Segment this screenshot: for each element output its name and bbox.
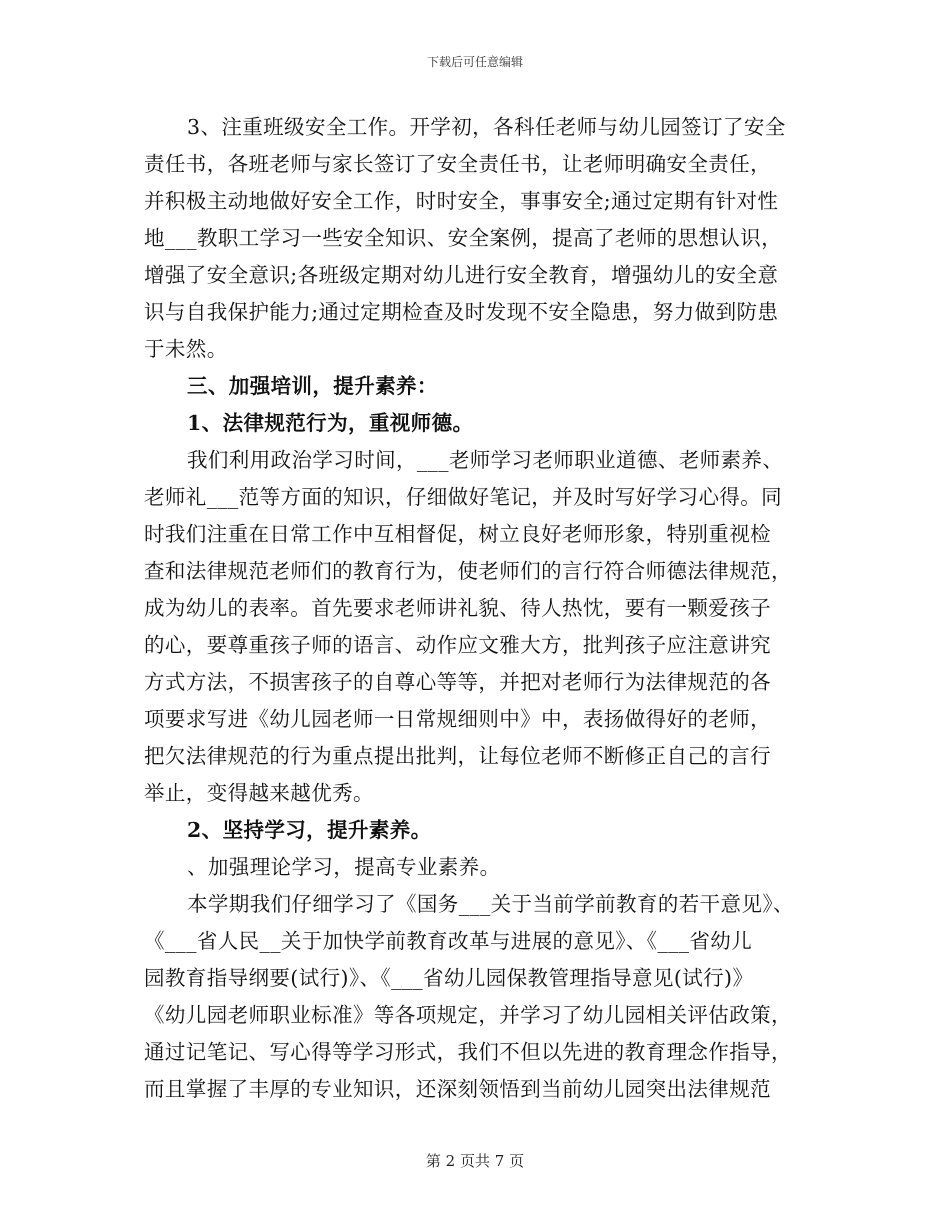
- text-line: 的心，要尊重孩子师的语言、动作应文雅大方，批判孩子应注意讲究: [144, 633, 771, 657]
- text-line: 成为幼儿的表率。首先要求老师讲礼貌、待人热忱，要有一颗爱孩子: [144, 596, 771, 620]
- text-line: 查和法律规范老师们的教育行为，使老师们的言行符合师德法律规范，: [144, 559, 792, 583]
- text-line: 而且掌握了丰厚的专业知识，还深刻领悟到当前幼儿园突出法律规范: [144, 1077, 771, 1101]
- section-heading: 三、加强培训，提升素养：: [187, 374, 438, 398]
- document-body: [144, 109, 816, 1108]
- text-line: 3、注重班级安全工作。开学初，各科任老师与幼儿园签订了安全: [187, 115, 786, 139]
- text-line: 并积极主动地做好安全工作，时时安全，事事安全;通过定期有针对性: [144, 189, 779, 213]
- text-line: 方式方法，不损害孩子的自尊心等等，并把对老师行为法律规范的各: [144, 670, 771, 694]
- text-line: 地___教职工学习一些安全知识、安全案例，提高了老师的思想认识，: [144, 226, 783, 250]
- text-line: 识与自我保护能力;通过定期检查及时发现不安全隐患，努力做到防患: [144, 300, 779, 324]
- text-line: 举止，变得越来越优秀。: [144, 781, 374, 805]
- download-note: 下载后可任意编辑: [426, 55, 523, 69]
- page-number: 第 2 页共 7 页: [425, 1152, 525, 1170]
- text-line: 本学期我们仔细学习了《国务___关于当前学前教育的若干意见》、: [187, 892, 794, 916]
- text-line: 《幼儿园老师职业标准》等各项规定，并学习了幼儿园相关评估政策，: [144, 1003, 792, 1027]
- text-line: 增强了安全意识;各班级定期对幼儿进行安全教育，增强幼儿的安全意: [144, 263, 779, 287]
- text-line: 《___省人民__关于加快学前教育改革与进展的意见》、《___省幼儿: [144, 929, 753, 953]
- text-line: 时我们注重在日常工作中互相督促，树立良好老师形象，特别重视检: [144, 522, 771, 546]
- text-line: 园教育指导纲要(试行)》、《___省幼儿园保教管理指导意见(试行)》: [144, 966, 754, 990]
- text-line: 责任书，各班老师与家长签订了安全责任书，让老师明确安全责任，: [144, 152, 771, 176]
- text-line: 老师礼___范等方面的知识，仔细做好笔记，并及时写好学习心得。同: [144, 485, 783, 509]
- text-line: 把欠法律规范的行为重点提出批判，让每位老师不断修正自己的言行: [144, 744, 771, 768]
- text-line: 我们利用政治学习时间，___老师学习老师职业道德、老师素养、: [187, 448, 784, 472]
- text-line: 、加强理论学习，提高专业素养。: [187, 855, 501, 879]
- text-line: 项要求写进《幼儿园老师一日常规细则中》中，表扬做得好的老师，: [144, 707, 771, 731]
- text-line: 于未然。: [144, 337, 228, 361]
- text-line: 通过记笔记、写心得等学习形式，我们不但以先进的教育理念作指导，: [144, 1040, 792, 1064]
- section-heading: 1、法律规范行为，重视师德。: [187, 411, 474, 435]
- section-heading: 2、坚持学习，提升素养。: [187, 818, 432, 842]
